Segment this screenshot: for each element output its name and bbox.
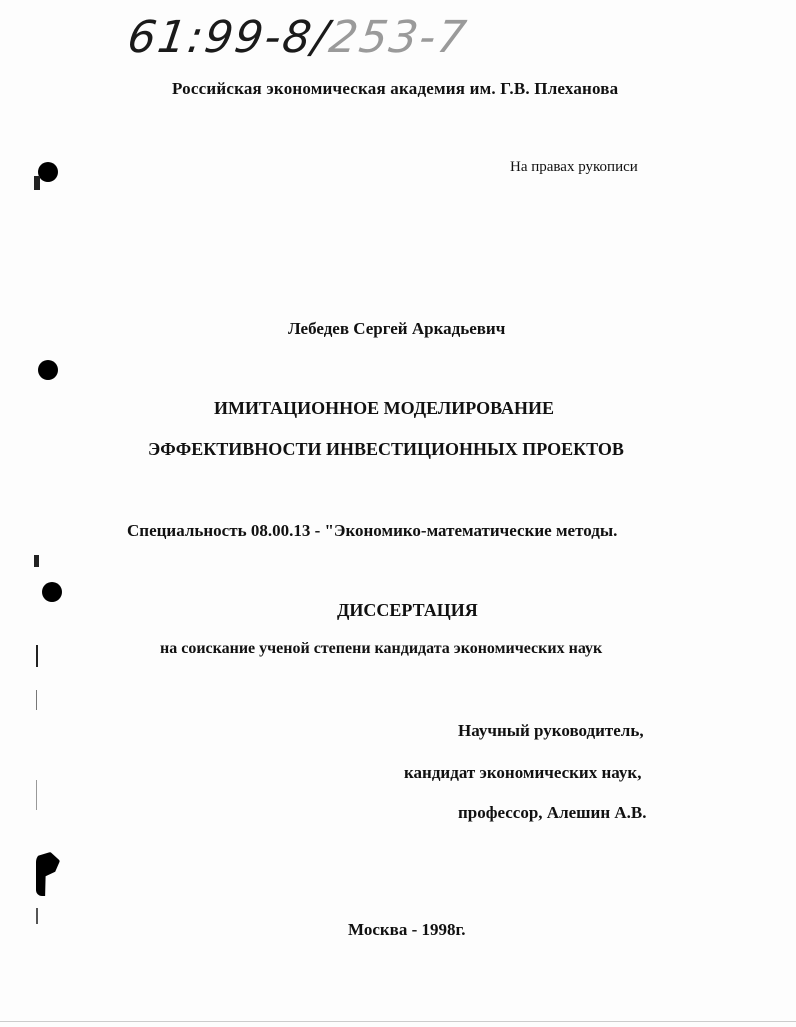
edge-mark bbox=[34, 555, 39, 567]
handwritten-code-main: 61:99-8/ bbox=[124, 12, 334, 63]
supervisor-line-3: профессор, Алешин А.В. bbox=[458, 803, 647, 822]
punch-hole-lower bbox=[42, 582, 62, 602]
speciality: Специальность 08.00.13 - "Экономико-математические методы. bbox=[127, 521, 618, 540]
scan-margin bbox=[0, 0, 80, 1027]
scan-bottom-edge bbox=[0, 1021, 796, 1022]
edge-mark bbox=[36, 780, 37, 810]
author-name: Лебедев Сергей Аркадьевич bbox=[288, 319, 506, 338]
document-type: ДИССЕРТАЦИЯ bbox=[337, 600, 478, 620]
title-line-2: ЭФФЕКТИВНОСТИ ИНВЕСТИЦИОННЫХ ПРОЕКТОВ bbox=[148, 439, 624, 459]
institution-name: Российская экономическая академия им. Г.В. Плеханова bbox=[172, 79, 619, 98]
manuscript-note: На правах рукописи bbox=[510, 159, 638, 175]
title-line-1: ИМИТАЦИОННОЕ МОДЕЛИРОВАНИЕ bbox=[214, 398, 555, 418]
edge-mark bbox=[36, 690, 37, 710]
city-year: Москва - 1998г. bbox=[348, 920, 466, 939]
punch-hole-top bbox=[38, 162, 58, 182]
handwritten-code-faint: 253-7 bbox=[325, 12, 472, 63]
punch-hole-middle bbox=[38, 360, 58, 380]
edge-mark bbox=[36, 645, 38, 667]
supervisor-line-1: Научный руководитель, bbox=[458, 721, 644, 740]
binder-clip-mark bbox=[36, 852, 60, 896]
edge-mark bbox=[36, 908, 38, 924]
handwritten-registration-code bbox=[124, 12, 472, 63]
edge-mark bbox=[34, 176, 40, 190]
degree-line: на соискание ученой степени кандидата экономических наук bbox=[160, 640, 603, 657]
supervisor-line-2: кандидат экономических наук, bbox=[404, 763, 642, 782]
